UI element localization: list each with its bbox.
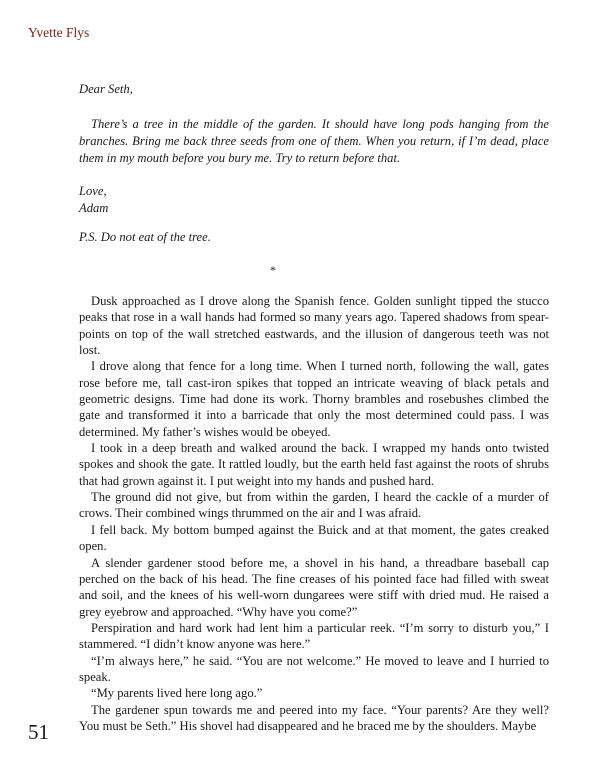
paragraph: I drove along that fence for a long time. When I turned north, following the wall, gates rose before me, tall cast-iron spikes that topped an intricate weaving of black petals and geometric designs. Time had done its work. Thorny brambles and rosebushes climbed the gate and transformed it into a barricade that only the most determined could pass. I was determined. My father’s wishes would be obeyed. — [79, 359, 549, 439]
postscript-text: P.S. Do not eat of the tree. — [79, 230, 211, 244]
closing-text: Love, — [79, 184, 107, 198]
letter-body — [79, 116, 549, 167]
paragraph: I took in a deep breath and walked around the back. I wrapped my hands onto twisted spokes and shook the gate. It rattled loudly, but the earth held fast against the roots of shrubs that had grown against it. I put weight into my hands and pushed hard. — [79, 441, 549, 488]
letter-closing — [79, 183, 549, 217]
running-header-author: Yvette Flys — [28, 25, 90, 40]
paragraph: Perspiration and hard work had lent him a particular reek. “I’m sorry to disturb you,” I stammered. “I didn’t know anyone was here.” — [79, 620, 549, 652]
page-number: 51 — [28, 720, 49, 744]
paragraph: A slender gardener stood before me, a shovel in his hand, a threadbare baseball cap perched on the back of his head. The fine creases of his pointed face had filled with sweat and soil, and the knees of his well-worn dungarees were stiff with dried mud. He raised a grey eyebrow and approached. “Why have you come?” — [79, 555, 549, 619]
letter-postscript — [79, 229, 549, 246]
paragraph: I fell back. My bottom bumped against the Buick and at that moment, the gates creaked open. — [79, 522, 549, 554]
signature-text: Adam — [79, 201, 109, 215]
prose-body — [79, 293, 549, 734]
section-separator: * — [270, 263, 276, 277]
paragraph: The ground did not give, but from within the garden, I heard the cackle of a murder of crows. Their combined wings thrummed on the air and I was afraid. — [79, 490, 549, 521]
paragraph: “My parents lived here long ago.” — [91, 686, 263, 701]
paragraph: The gardener spun towards me and peered into my face. “Your parents? Are they well? You must be Seth.” His shovel had disappeared and he braced me by the shoulders. Maybe — [79, 702, 549, 733]
letter-salutation — [79, 81, 549, 98]
paragraph: “I’m always here,” he said. “You are not welcome.” He moved to leave and I hurried to speak. — [79, 653, 549, 684]
paragraph: Dusk approached as I drove along the Spanish fence. Golden sunlight tipped the stucco peaks that rose in a wall hands had formed so many years ago. Tapered shadows from spear-points on top of the wall stretched eastwards, and the illusion of dangerous teeth was not lost. — [79, 294, 549, 358]
letter-body-text: There’s a tree in the middle of the garden. It should have long pods hanging from the branches. Bring me back three seeds from one of them. When you return, if I’m dead, place them in my mouth before you bury me. Try to return before that. — [79, 117, 549, 165]
salutation-text: Dear Seth, — [79, 82, 133, 96]
